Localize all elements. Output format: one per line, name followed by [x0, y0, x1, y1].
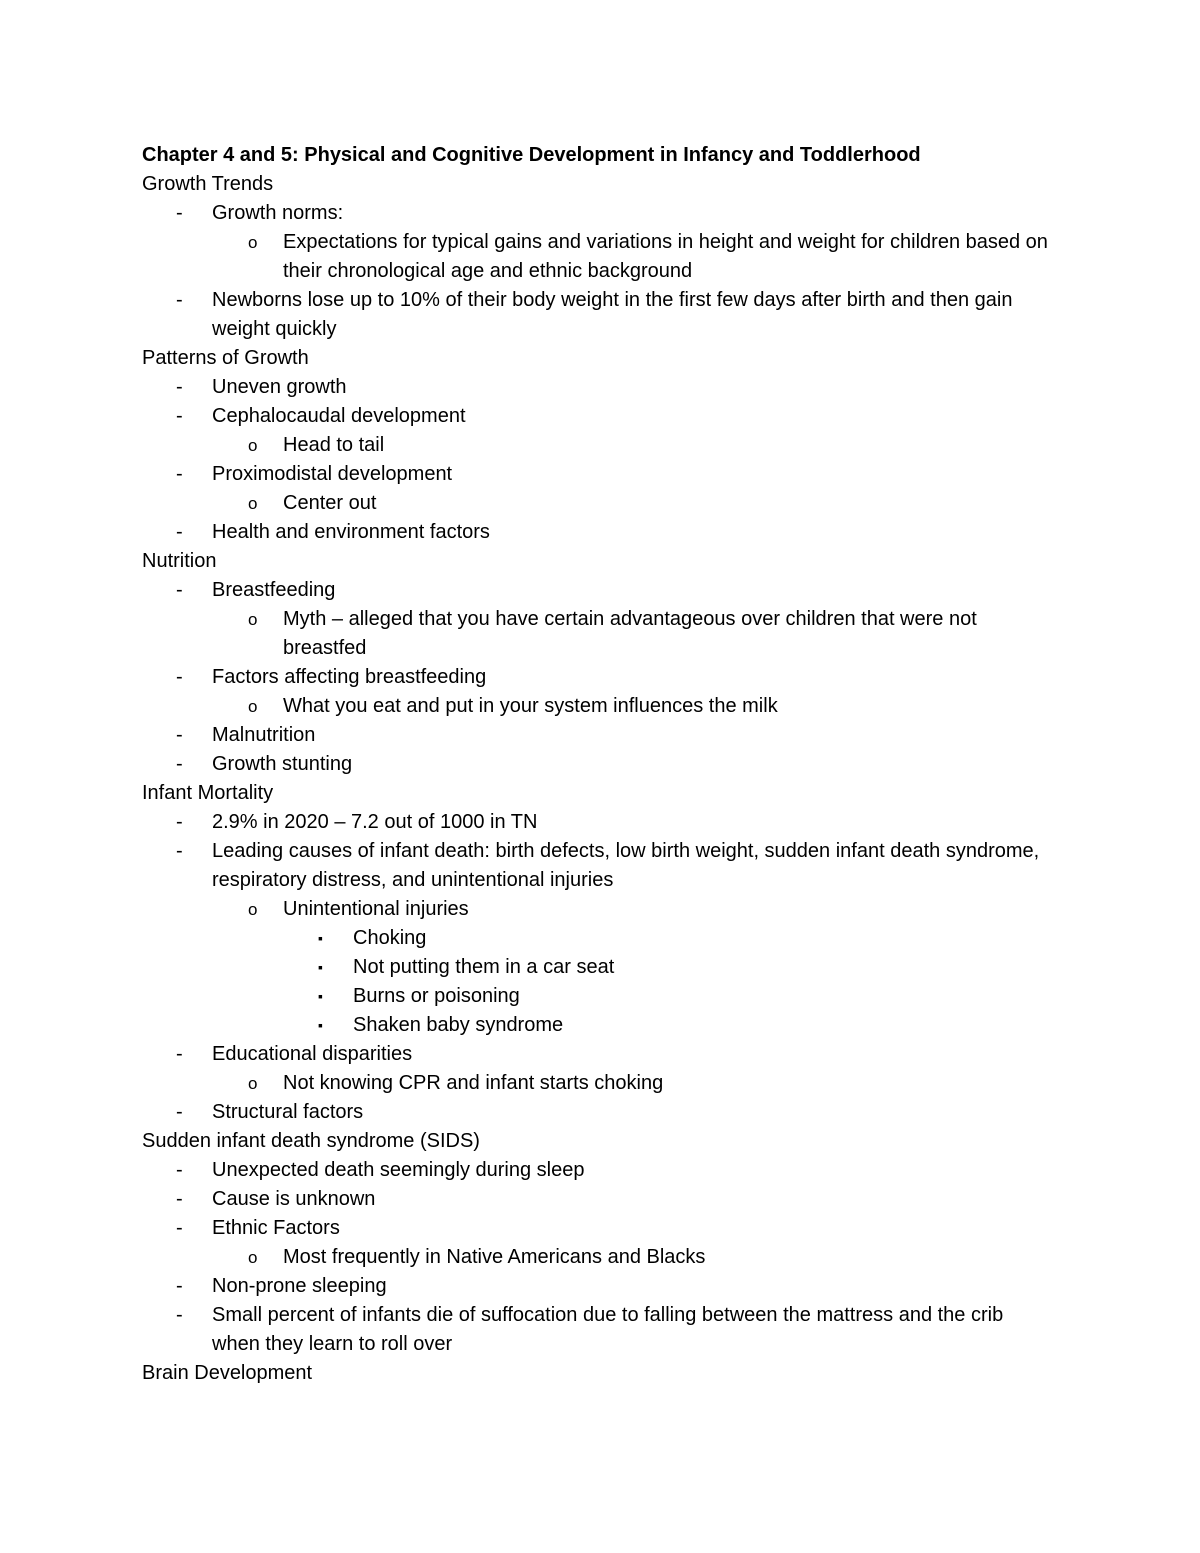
section-heading: Infant Mortality — [142, 782, 274, 804]
outline — [142, 170, 1050, 1388]
list-item — [142, 1040, 1050, 1069]
list-item — [142, 605, 1050, 663]
dash-bullet: - — [176, 289, 183, 311]
list-item — [142, 953, 1050, 982]
list-item-text: Expectations for typical gains and variations in height and weight for children based on their chronological age and ethnic background — [283, 231, 1048, 282]
list-item — [142, 837, 1050, 895]
list-item — [142, 1156, 1050, 1185]
section — [142, 344, 1050, 547]
square-bullet-icon: ▪ — [318, 959, 323, 975]
list-item-text: Cause is unknown — [212, 1188, 376, 1210]
dash-bullet: - — [176, 202, 183, 224]
section-heading: Brain Development — [142, 1362, 313, 1384]
circle-bullet-icon: o — [248, 1248, 258, 1267]
list-item — [142, 286, 1050, 344]
list-item-text: Newborns lose up to 10% of their body weight in the first few days after birth and then gain weight quickly — [212, 289, 1013, 340]
circle-bullet-icon: o — [248, 1074, 258, 1093]
dash-bullet: - — [176, 1043, 183, 1065]
list-item-text: Unintentional injuries — [283, 898, 469, 920]
list-item-text: Shaken baby syndrome — [353, 1014, 564, 1036]
list-item-text: Head to tail — [283, 434, 385, 456]
list-item — [142, 982, 1050, 1011]
dash-bullet: - — [176, 753, 183, 775]
list-item — [142, 576, 1050, 605]
list-item-text: Leading causes of infant death: birth defects, low birth weight, sudden infant death syndrome, respiratory distress, and unintentional injuries — [212, 840, 1040, 891]
list-item-text: Uneven growth — [212, 376, 347, 398]
dash-bullet: - — [176, 463, 183, 485]
list-item-text: Choking — [353, 927, 427, 949]
list-item-text: Small percent of infants die of suffocation due to falling between the mattress and the crib when they learn to roll over — [212, 1304, 1004, 1355]
list-item — [142, 1214, 1050, 1243]
list-item-text: Growth stunting — [212, 753, 353, 775]
list-item — [142, 489, 1050, 518]
list-item-text: Breastfeeding — [212, 579, 336, 601]
list-item-text: Structural factors — [212, 1101, 364, 1123]
list-item — [142, 1069, 1050, 1098]
dash-bullet: - — [176, 840, 183, 862]
dash-bullet: - — [176, 1275, 183, 1297]
list-item — [142, 750, 1050, 779]
dash-bullet: - — [176, 1188, 183, 1210]
list-item-text: Proximodistal development — [212, 463, 453, 485]
square-bullet-icon: ▪ — [318, 1017, 323, 1033]
list-item-text: Malnutrition — [212, 724, 316, 746]
list-item — [142, 460, 1050, 489]
list-item — [142, 924, 1050, 953]
list-item — [142, 1243, 1050, 1272]
section — [142, 1127, 1050, 1359]
dash-bullet: - — [176, 405, 183, 427]
list-item — [142, 373, 1050, 402]
section — [142, 547, 1050, 779]
list-item-text: Myth – alleged that you have certain advantageous over children that were not breastfed — [283, 608, 977, 659]
section-heading: Sudden infant death syndrome (SIDS) — [142, 1130, 480, 1152]
list-item — [142, 199, 1050, 228]
dash-bullet: - — [176, 811, 183, 833]
dash-bullet: - — [176, 666, 183, 688]
dash-bullet: - — [176, 724, 183, 746]
section-heading: Growth Trends — [142, 173, 274, 195]
section — [142, 779, 1050, 1127]
list-item-text: Burns or poisoning — [353, 985, 520, 1007]
list-item — [142, 895, 1050, 924]
list-item-text: Factors affecting breastfeeding — [212, 666, 487, 688]
document-title: Chapter 4 and 5: Physical and Cognitive Development in Infancy and Toddlerhood — [142, 144, 921, 166]
circle-bullet-icon: o — [248, 900, 258, 919]
list-item — [142, 518, 1050, 547]
circle-bullet-icon: o — [248, 610, 258, 629]
list-item-text: Non-prone sleeping — [212, 1275, 387, 1297]
list-item — [142, 1011, 1050, 1040]
list-item-text: What you eat and put in your system influences the milk — [283, 695, 778, 717]
list-item — [142, 228, 1050, 286]
list-item-text: Ethnic Factors — [212, 1217, 340, 1239]
list-item — [142, 692, 1050, 721]
list-item-text: Health and environment factors — [212, 521, 490, 543]
dash-bullet: - — [176, 1304, 183, 1326]
section — [142, 1359, 1050, 1388]
list-item — [142, 808, 1050, 837]
list-item-text: 2.9% in 2020 – 7.2 out of 1000 in TN — [212, 811, 538, 833]
list-item — [142, 431, 1050, 460]
square-bullet-icon: ▪ — [318, 930, 323, 946]
dash-bullet: - — [176, 1217, 183, 1239]
list-item-text: Most frequently in Native Americans and Blacks — [283, 1246, 706, 1268]
list-item-text: Unexpected death seemingly during sleep — [212, 1159, 585, 1181]
section-heading: Nutrition — [142, 550, 217, 572]
list-item — [142, 402, 1050, 431]
circle-bullet-icon: o — [248, 233, 258, 252]
list-item — [142, 721, 1050, 750]
list-item — [142, 1098, 1050, 1127]
list-item-text: Growth norms: — [212, 202, 344, 224]
list-item — [142, 1272, 1050, 1301]
list-item-text: Cephalocaudal development — [212, 405, 466, 427]
circle-bullet-icon: o — [248, 494, 258, 513]
circle-bullet-icon: o — [248, 436, 258, 455]
list-item-text: Educational disparities — [212, 1043, 413, 1065]
dash-bullet: - — [176, 1101, 183, 1123]
dash-bullet: - — [176, 1159, 183, 1181]
list-item — [142, 663, 1050, 692]
list-item-text: Center out — [283, 492, 377, 514]
dash-bullet: - — [176, 521, 183, 543]
section — [142, 170, 1050, 344]
list-item-text: Not knowing CPR and infant starts choking — [283, 1072, 664, 1094]
list-item-text: Not putting them in a car seat — [353, 956, 615, 978]
dash-bullet: - — [176, 376, 183, 398]
circle-bullet-icon: o — [248, 697, 258, 716]
list-item — [142, 1301, 1050, 1359]
dash-bullet: - — [176, 579, 183, 601]
section-heading: Patterns of Growth — [142, 347, 309, 369]
list-item — [142, 1185, 1050, 1214]
square-bullet-icon: ▪ — [318, 988, 323, 1004]
